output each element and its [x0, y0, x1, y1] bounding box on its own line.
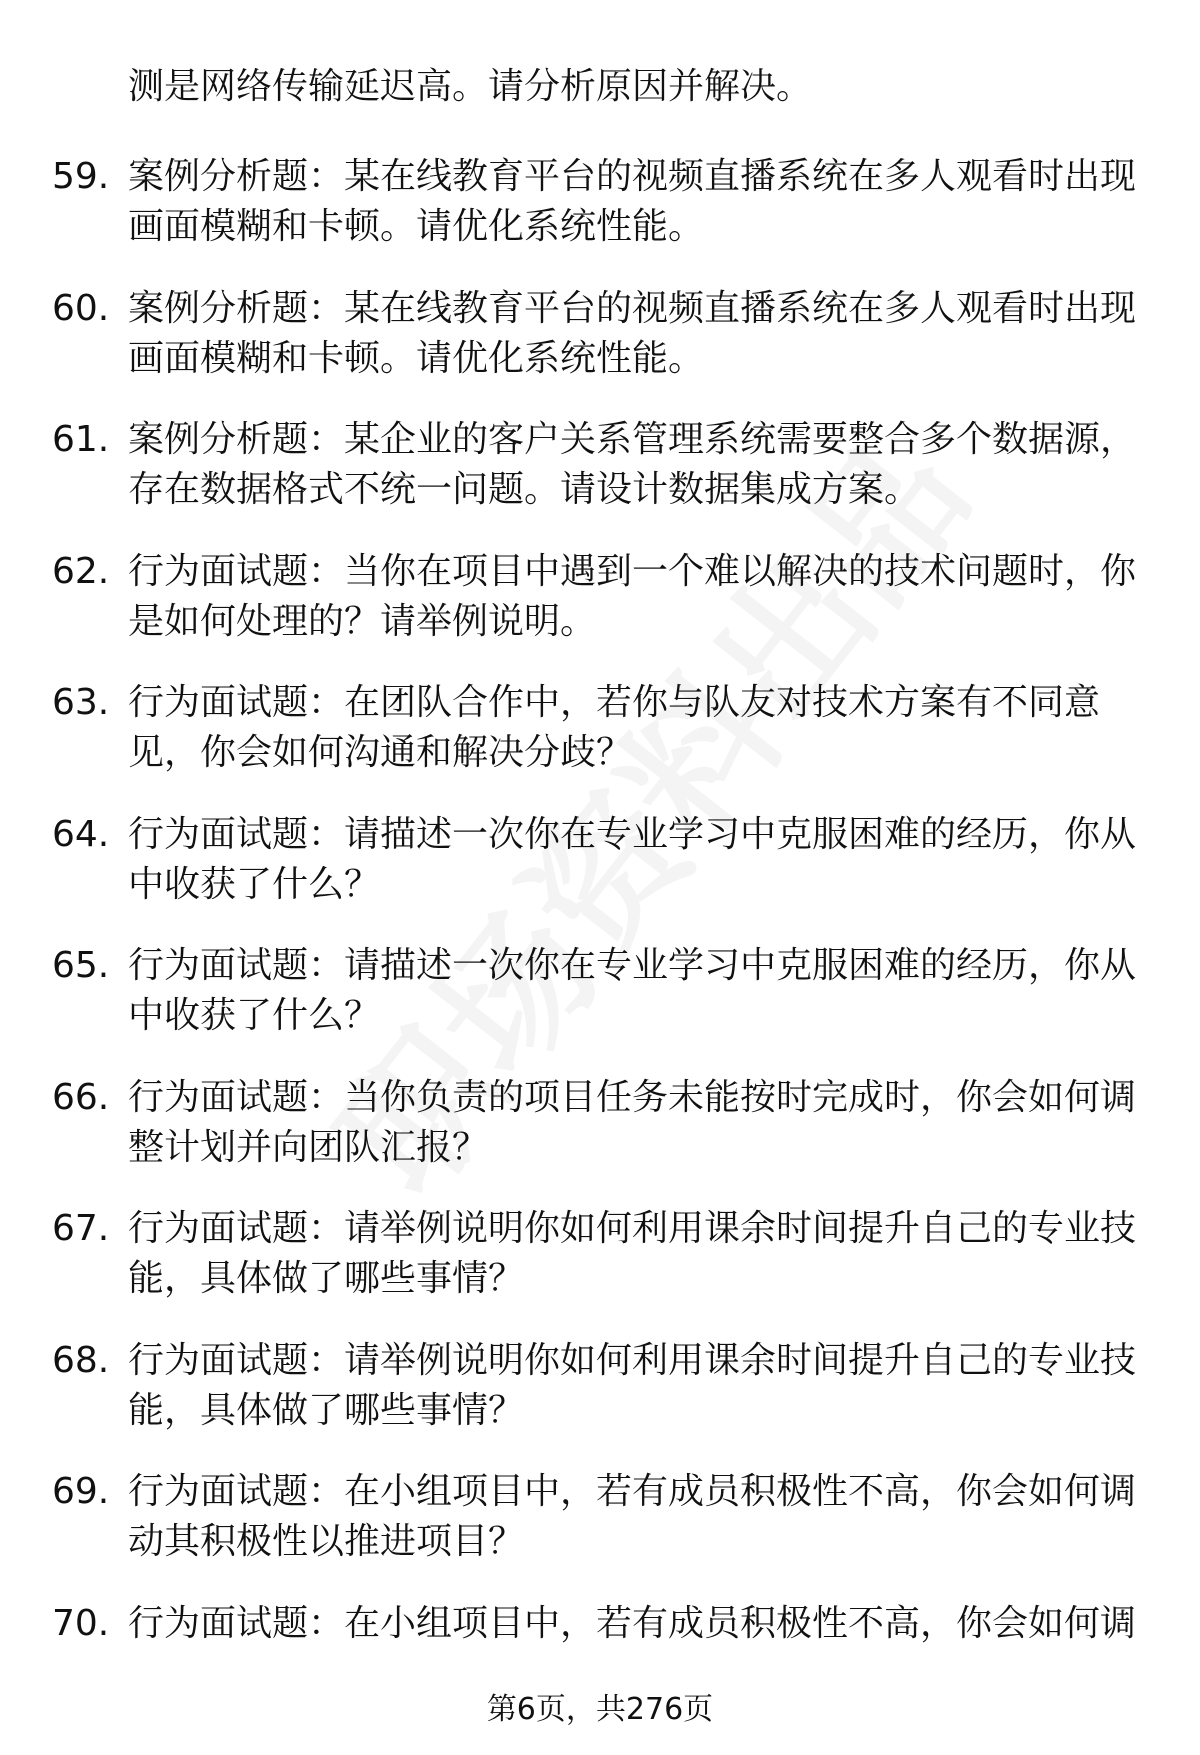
list-item — [0, 1467, 1200, 1599]
question-text: 行为面试题：在小组项目中，若有成员积极性不高，你会如何调动其积极性以推进项目？ — [128, 1471, 1137, 1562]
list-item — [0, 152, 1200, 284]
question-text: 行为面试题：当你负责的项目任务未能按时完成时，你会如何调整计划并向团队汇报？ — [128, 1076, 1137, 1168]
question-text: 行为面试题：请描述一次你在专业学习中克服困难的经历，你从中收获了什么？ — [128, 813, 1137, 905]
question-number: 61. — [52, 419, 110, 460]
question-number: 62. — [52, 550, 110, 592]
question-number: 70. — [52, 1602, 110, 1644]
question-text: 行为面试题：请举例说明你如何利用课余时间提升自己的专业技能，具体做了哪些事情？ — [128, 1339, 1137, 1431]
list-item — [0, 547, 1200, 679]
list-item — [0, 810, 1200, 942]
question-list — [0, 152, 1200, 1730]
question-number: 66. — [52, 1076, 110, 1118]
list-item — [0, 1073, 1200, 1205]
question-number: 64. — [52, 813, 110, 855]
question-number: 65. — [52, 945, 110, 986]
question-number: 69. — [52, 1471, 110, 1512]
question-text: 案例分析题：某在线教育平台的视频直播系统在多人观看时出现画面模糊和卡顿。请优化系统性能。 — [128, 287, 1137, 379]
list-item — [0, 1336, 1200, 1468]
question-text: 行为面试题：在团队合作中，若你与队友对技术方案有不同意见，你会如何沟通和解决分歧？ — [128, 682, 1101, 773]
question-number: 63. — [52, 682, 110, 723]
question-number: 68. — [52, 1339, 110, 1381]
question-number: 59. — [52, 156, 110, 197]
question-text: 案例分析题：某在线教育平台的视频直播系统在多人观看时出现画面模糊和卡顿。请优化系统性能。 — [128, 156, 1137, 247]
question-text: 行为面试题：请描述一次你在专业学习中克服困难的经历，你从中收获了什么？ — [128, 945, 1137, 1036]
question-text: 行为面试题：当你在项目中遇到一个难以解决的技术问题时，你是如何处理的？请举例说明。 — [128, 550, 1137, 642]
list-item — [0, 1204, 1200, 1336]
page-footer: 第6页，共276页 — [486, 1692, 714, 1727]
list-item — [0, 415, 1200, 547]
question-number: 60. — [52, 287, 110, 329]
question-number: 67. — [52, 1208, 110, 1249]
list-item — [0, 284, 1200, 416]
continuation-text: 测是网络传输延迟高。请分析原因并解决。 — [128, 66, 813, 107]
list-item — [0, 678, 1200, 810]
question-text: 案例分析题：某企业的客户关系管理系统需要整合多个数据源，存在数据格式不统一问题。请设计数据集成方案。 — [128, 419, 1137, 510]
list-item — [0, 941, 1200, 1073]
question-text: 行为面试题：在小组项目中，若有成员积极性不高，你会如何调 — [128, 1602, 1137, 1644]
question-text: 行为面试题：请举例说明你如何利用课余时间提升自己的专业技能，具体做了哪些事情？ — [128, 1208, 1137, 1299]
